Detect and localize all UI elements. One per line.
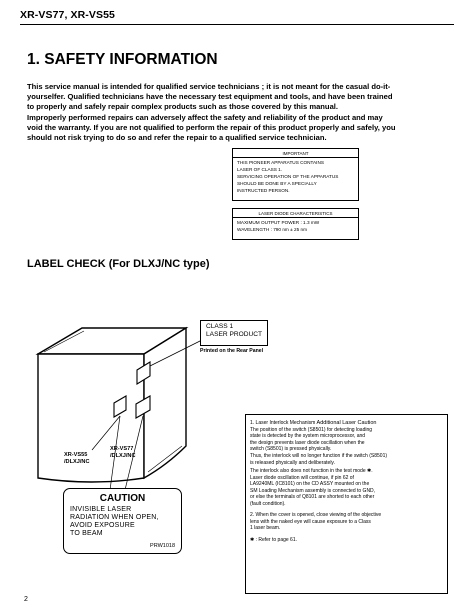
intro-line: This service manual is intended for qualified service technicians ; it is not meant for the casual do-it- (27, 82, 391, 91)
page-number: 2 (24, 596, 28, 603)
important-title: IMPORTANT (282, 151, 309, 156)
model-label-line: XR-VS77 (110, 446, 134, 452)
caution-text-line: the design prevents laser diode oscillation when the (250, 439, 365, 446)
model-label-line: XR-VS55 (64, 452, 88, 458)
additional-caution-title: Additional Laser Caution (314, 420, 380, 426)
intro-line: void the warranty. If you are not qualified to perform the repair of this product properly and safely, you (27, 122, 396, 132)
model-label-left (64, 452, 90, 466)
important-notice-box (232, 148, 359, 201)
intro-line: to properly and safely repair complex products such as those covered by this manual. (27, 102, 339, 112)
important-line: SERVICING OPERATION OF THE APPARATUS (237, 174, 339, 179)
important-line: LASER OF CLASS 1. (237, 167, 283, 172)
caution-text-line: state is detected by the system microprocessor, and (250, 433, 366, 440)
model-header: XR-VS77, XR-VS55 (20, 9, 115, 21)
caution-line: RADIATION WHEN OPEN, (70, 514, 159, 521)
caution-line: INVISIBLE LASER (70, 506, 132, 513)
caution-text-line: LA9240ML (IC8101) on the CD ASSY mounted on the (250, 481, 370, 488)
caution-text-line: lens with the naked eye will cause exposure to a Class (250, 518, 371, 525)
label-check-title: LABEL CHECK (For DLXJ/NC type) (27, 258, 210, 270)
class1-label (200, 320, 268, 346)
model-label-line: /DLXJ/NC (64, 459, 90, 465)
caution-text-line: Thus, the interlock will no longer function if the switch (S8501) (250, 453, 388, 459)
model-label-line: /DLXJ/NC (110, 453, 136, 459)
header-rule (20, 24, 454, 25)
laser-diode-box (232, 208, 359, 240)
caution-text-line: 1 laser beam. (250, 525, 281, 532)
unit-left-face (38, 354, 144, 482)
laser-diode-line: WAVELENGTH : 790 nm ± 25 nm (237, 227, 308, 232)
caution-label (63, 488, 182, 554)
caution-text-line: 1. Laser Interlock Mechanism (250, 420, 316, 426)
model-label-right (110, 446, 136, 460)
caution-code: PRW1018 (150, 543, 175, 549)
caution-text-line: is released physically and deliberately. (250, 459, 335, 466)
caution-text-line: switch (S8501) is pressed physically. (250, 446, 332, 453)
laser-diode-line: MAXIMUM OUTPUT POWER : 1.3 mW (237, 220, 320, 225)
important-line: THIS PIONEER APPARATUS CONTAINS (237, 160, 324, 165)
additional-laser-caution-box (245, 414, 448, 594)
caution-line: AVOID EXPOSURE (70, 522, 135, 529)
intro-paragraph (27, 82, 447, 143)
section-title: 1. SAFETY INFORMATION (27, 51, 218, 68)
caution-title: CAUTION (99, 493, 146, 504)
caution-text-line: The interlock also does not function in the test mode ✱. (250, 468, 373, 474)
laser-diode-title: LASER DIODE CHARACTERISTICS (258, 211, 333, 216)
caution-text-line: Laser diode oscillation will continue, if pin 62 of (250, 474, 354, 481)
caution-text-line: The position of the switch (S8501) for detecting loading (250, 426, 373, 433)
caution-text-line: 2. When the cover is opened, close viewing of the objective (250, 512, 382, 518)
important-line: SHOULD BE DONE BY A SPECIALLY (237, 181, 317, 186)
caution-text-line: or else the terminals of Q8101 are shorted to each other (250, 494, 375, 501)
unit-illustration (30, 300, 205, 500)
class1-line: CLASS 1 (206, 323, 234, 330)
caution-text-line: ✱ : Refer to page 61. (250, 537, 297, 543)
caution-text-line: (fault condition). (250, 501, 286, 507)
intro-line: Improperly performed repairs can adversely affect the safety and reliability of the product and may (27, 112, 383, 122)
important-line: INSTRUCTED PERSON. (237, 188, 290, 193)
class1-line: LASER PRODUCT (206, 331, 263, 338)
caution-line: TO BEAM (70, 530, 103, 537)
intro-line: yourselfer. Qualified technicians have the necessary test equipment and tools, and have been trained (27, 92, 393, 102)
intro-line: should not risk trying to do so and refer the repair to a qualified service technician. (27, 133, 327, 143)
caution-text-line: SM Loading Mechanism assembly is connected to GND, (250, 487, 376, 494)
rear-panel-note: Printed on the Rear Panel (200, 348, 264, 354)
